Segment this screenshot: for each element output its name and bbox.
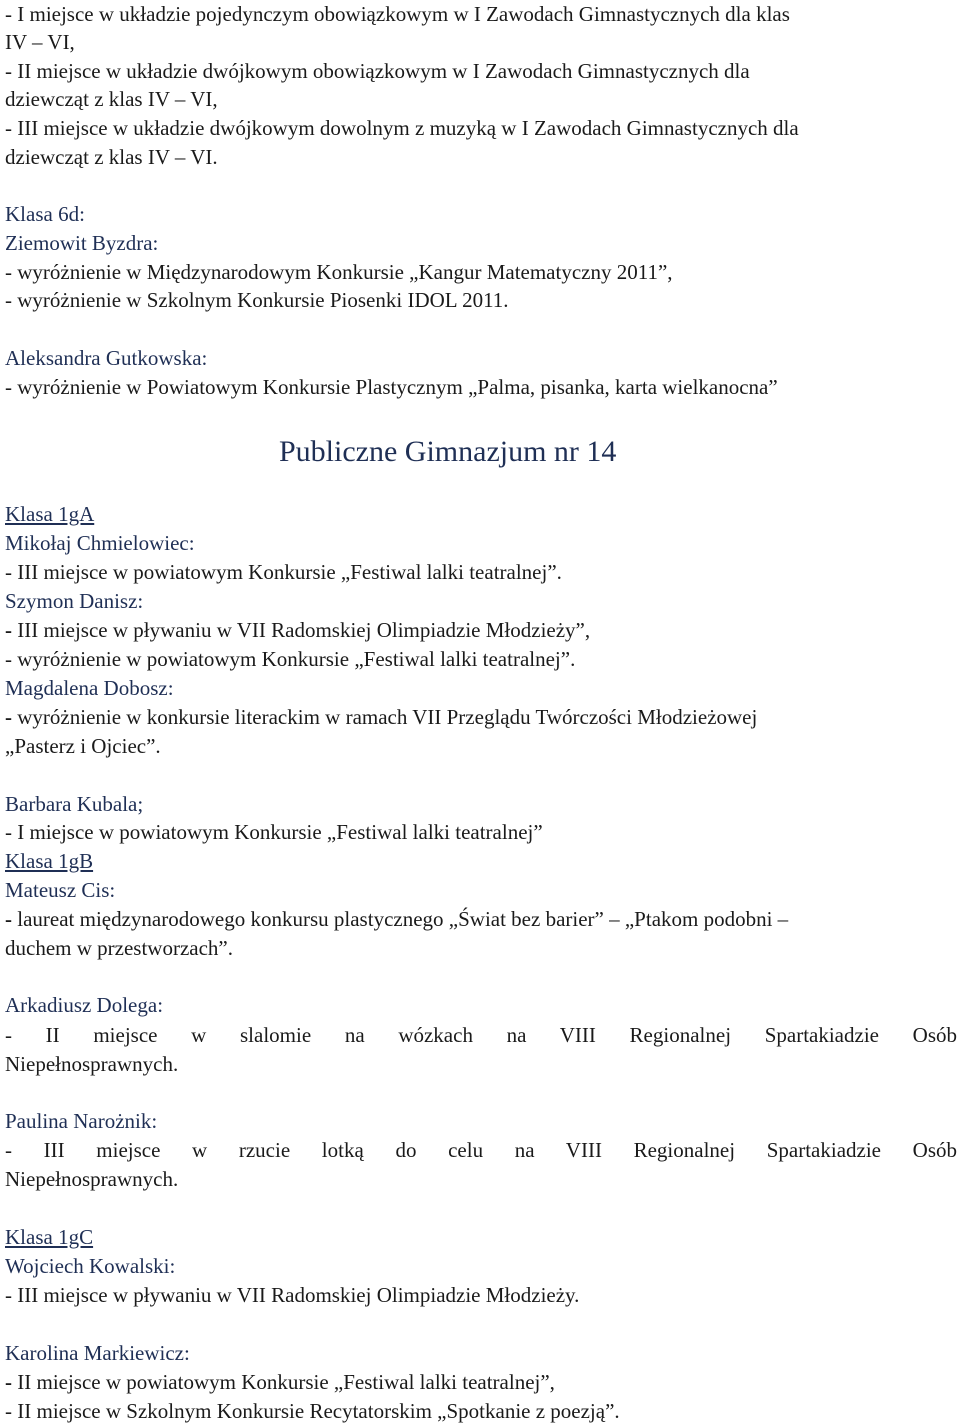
award-line: - II miejsce w slalomie na wózkach na VIII Regionalnej Spartakiadzie Osób bbox=[5, 1023, 957, 1047]
class-heading-1ga: Klasa 1gA bbox=[5, 502, 95, 526]
award-line: - I miejsce w układzie pojedynczym obowiązkowym w I Zawodach Gimnastycznych dla klas bbox=[5, 2, 790, 26]
award-line: - wyróżnienie w Międzynarodowym Konkursie „Kangur Matematyczny 2011”, bbox=[5, 260, 673, 284]
class-heading-1gc: Klasa 1gC bbox=[5, 1225, 94, 1249]
class-heading-6d: Klasa 6d: bbox=[5, 202, 85, 226]
award-line: - III miejsce w rzucie lotką do celu na VIII Regionalnej Spartakiadzie Osób bbox=[5, 1138, 957, 1162]
award-text: wyróżnienie w konkursie literackim w ramach VII Przeglądu Twórczości Młodzieżowej bbox=[17, 705, 758, 729]
award-line: - wyróżnienie w Powiatowym Konkursie Plastycznym „Palma, pisanka, karta wielkanocna” bbox=[5, 375, 778, 399]
student-name: Mateusz Cis: bbox=[5, 878, 116, 902]
student-name: Paulina Narożnik: bbox=[5, 1109, 158, 1133]
student-name: Barbara Kubala; bbox=[5, 792, 144, 816]
award-line: - III miejsce w powiatowym Konkursie „Festiwal lalki teatralnej”. bbox=[5, 560, 562, 584]
student-name: Aleksandra Gutkowska: bbox=[5, 346, 208, 370]
award-line: duchem w przestworzach”. bbox=[5, 936, 233, 960]
school-heading: Publiczne Gimnazjum nr 14 bbox=[279, 435, 617, 468]
award-line: - wyróżnienie w konkursie literackim w ramach VII Przeglądu Twórczości Młodzieżowej bbox=[5, 705, 758, 729]
student-name: Szymon Danisz: bbox=[5, 589, 144, 613]
award-line: - wyróżnienie w powiatowym Konkursie „Festiwal lalki teatralnej”. bbox=[5, 647, 576, 671]
student-name: Ziemowit Byzdra: bbox=[5, 231, 159, 255]
student-name: Magdalena Dobosz: bbox=[5, 676, 174, 700]
award-line: - II miejsce w Szkolnym Konkursie Recytatorskim „Spotkanie z poezją”. bbox=[5, 1399, 620, 1423]
award-line: - wyróżnienie w Szkolnym Konkursie Piosenki IDOL 2011. bbox=[5, 288, 509, 312]
award-line: IV – VI, bbox=[5, 30, 75, 54]
award-line: Niepełnosprawnych. bbox=[5, 1052, 179, 1076]
award-text: III miejsce w pływaniu w VII Radomskiej Olimpiadzie Młodzieży”, bbox=[17, 618, 591, 642]
award-line: - III miejsce w pływaniu w VII Radomskiej Olimpiadzie Młodzieży”, bbox=[5, 618, 591, 642]
award-line: Niepełnosprawnych. bbox=[5, 1167, 179, 1191]
award-line: - I miejsce w powiatowym Konkursie „Festiwal lalki teatralnej” bbox=[5, 820, 543, 844]
award-line: dziewcząt z klas IV – VI, bbox=[5, 87, 218, 111]
student-name: Arkadiusz Dolega: bbox=[5, 993, 164, 1017]
award-line: - II miejsce w powiatowym Konkursie „Festiwal lalki teatralnej”, bbox=[5, 1370, 555, 1394]
award-line: dziewcząt z klas IV – VI. bbox=[5, 145, 218, 169]
award-line: - III miejsce w pływaniu w VII Radomskiej Olimpiadzie Młodzieży. bbox=[5, 1283, 580, 1307]
student-name: Mikołaj Chmielowiec: bbox=[5, 531, 195, 555]
award-text: laureat międzynarodowego konkursu plastycznego „Świat bez barier” – „Ptakom podobni – bbox=[17, 907, 789, 931]
award-text: II miejsce w powiatowym Konkursie „Festiwal lalki teatralnej”, bbox=[17, 1370, 555, 1394]
student-name: Karolina Markiewicz: bbox=[5, 1341, 190, 1365]
award-line: - laureat międzynarodowego konkursu plastycznego „Świat bez barier” – „Ptakom podobni – bbox=[5, 907, 789, 931]
award-line: - III miejsce w układzie dwójkowym dowolnym z muzyką w I Zawodach Gimnastycznych dla bbox=[5, 116, 799, 140]
class-heading-1gb: Klasa 1gB bbox=[5, 849, 94, 873]
award-line: - II miejsce w układzie dwójkowym obowiązkowym w I Zawodach Gimnastycznych dla bbox=[5, 59, 750, 83]
award-line: „Pasterz i Ojciec”. bbox=[5, 734, 161, 758]
student-name: Wojciech Kowalski: bbox=[5, 1254, 176, 1278]
